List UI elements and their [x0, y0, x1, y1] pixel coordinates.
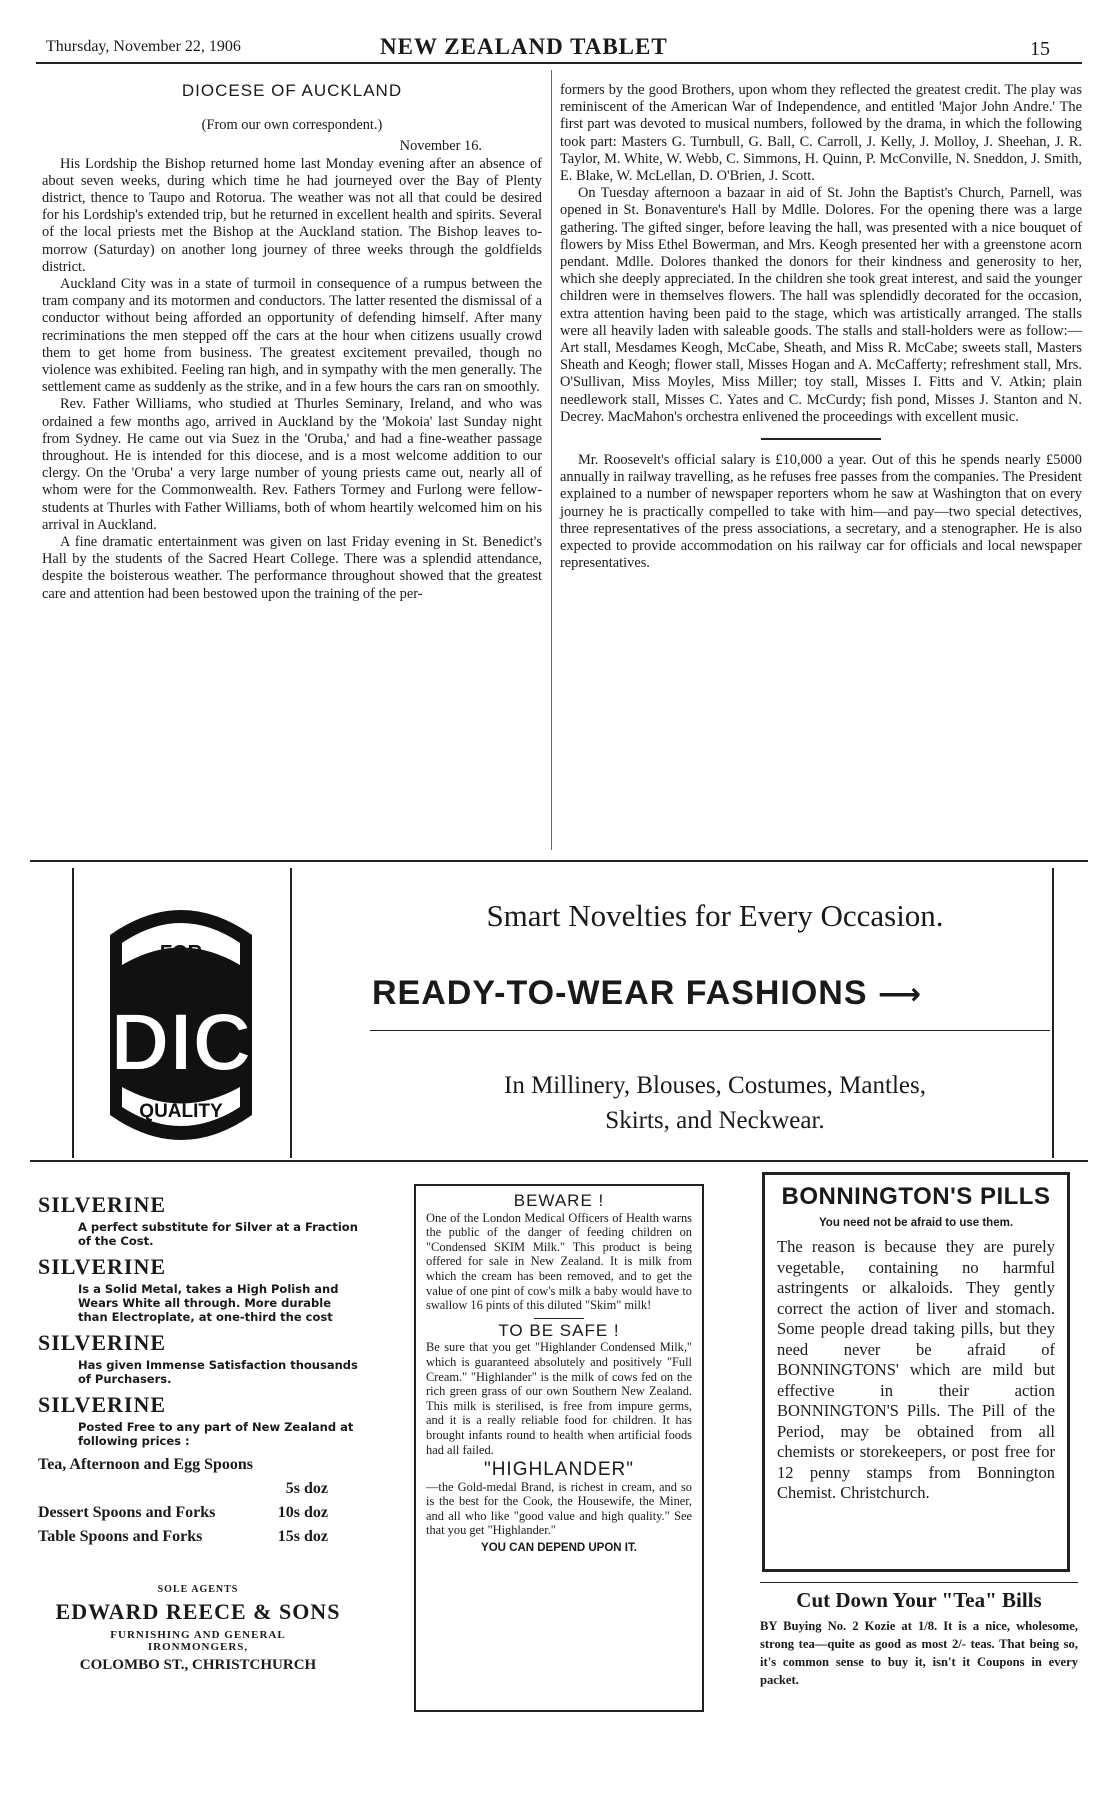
dic-ad-tagline: Smart Novelties for Every Occasion. — [486, 898, 944, 933]
ad-divider — [534, 1318, 584, 1319]
silverine-heading: SILVERINE — [38, 1192, 167, 1217]
header-date: Thursday, November 22, 1906 — [46, 38, 241, 55]
arrow-icon: ⟶ — [877, 978, 922, 1011]
column-divider — [551, 70, 552, 850]
ad-footer: YOU CAN DEPEND UPON IT. — [481, 1542, 637, 1555]
dic-ad-products-line: Skirts, and Neckwear. — [605, 1107, 825, 1134]
dic-logo-main-text: DIC — [110, 997, 252, 1088]
price-row — [38, 1504, 328, 1522]
article-heading: DIOCESE OF AUCKLAND — [181, 81, 403, 100]
dic-logo-top-text: FOR — [159, 942, 203, 964]
beware-text: One of the London Medical Officers of Health warns the public of the danger of feeding children on "Condensed SKIM Milk." This product is being offered for sale in New Zealand. It is milk from which the cream has been removed, and to get the value of one pint of cow's milk a baby would have to swallow 16 pints of this diluted "Skim" milk! — [426, 1210, 692, 1313]
page-number: 15 — [1030, 38, 1050, 60]
safe-heading: TO BE SAFE ! — [498, 1320, 620, 1340]
article-paragraph: Mr. Roosevelt's official salary is £10,000 a year. Out of this he spends nearly £5000 annually in railway travelling, as he refuses free passes from the companies. The President explained to a number of newspaper reporters whom he saw at Washington that on every journey he is practically compelled to take with him—and pay—two special detectives, three representatives of the press associations, a secretary, and a stenographer. He is also expected to provide accommodation on his railway car for officials and local newspaper representatives. — [560, 452, 1082, 572]
article-paragraph: Rev. Father Williams, who studied at Thurles Seminary, Ireland, and who was ordained a few months ago, arrived in Auckland by the 'Mokoia' last Sunday night from Sydney. He came out via Suez in the 'Oruba,' and had a fine-weather passage throughout. He is intended for this diocese, and is a most welcome addition to our clergy. On the 'Oruba' a very large number of young priests came out, nearly all of whom were for the Commonwealth. Rev. Fathers Tormey and Furlong were fellow-students at Thurles with Father Williams, both of whom heartily welcomed him on his arrival in Auckland. — [42, 396, 542, 533]
ad-rule — [760, 1582, 1078, 1583]
safe-text: Be sure that you get "Highlander Condensed Milk," which is guaranteed absolutely and positively "Full Cream." "Highlander" is the milk of cows fed on the rich green grass of our own Southern New Zealand. This milk is sterilised, is free from impure germs, and it is a really reliable food for children. It has brought infants round to health when artificial foods had all failed. — [426, 1340, 692, 1457]
tea-heading: Cut Down Your "Tea" Bills — [796, 1588, 1042, 1612]
article-paragraph: A fine dramatic entertainment was given on last Friday evening in St. Benedict's Hall by the students of the Sacred Heart College. There was a splendid attendance, despite the boisterous weather. The performance throughout showed that the greatest care and attention had been bestowed upon the training of the per- — [42, 534, 542, 602]
bonnington-body: The reason is because they are purely vegetable, containing no harmful astringents or alkaloids. They gently correct the action of liver and stomach. Some people dread taking pills, but they need never be afraid of BONNINGTONS' which are mild but effective in their action BONNINGTON'S Pills. The Pill of the Period, may be obtained from all chemists or storekeepers, or post free for 12 penny stamps from Bonnington Chemist. Christchurch. — [777, 1237, 1055, 1502]
article-byline: (From our own correspondent.) — [201, 117, 383, 134]
price-row — [38, 1528, 328, 1546]
price-item: Table Spoons and Forks — [38, 1528, 203, 1545]
dic-logo — [102, 895, 260, 1155]
article-diocese-auckland — [42, 82, 542, 603]
highlander-ad — [414, 1184, 704, 1712]
agent-company: EDWARD REECE & SONS — [55, 1599, 341, 1624]
price-item: Dessert Spoons and Forks — [38, 1504, 216, 1521]
price-value: 15s doz — [277, 1528, 328, 1545]
masthead-title: NEW ZEALAND TABLET — [380, 34, 668, 59]
bonnington-subheading: You need not be afraid to use them. — [818, 1217, 1014, 1229]
header-rule — [36, 62, 1082, 64]
tea-body: BY Buying No. 2 Kozie at 1/8. It is a nice, wholesome, strong tea—quite as good as most 2/- teas. That being so, it's common sense to buy it, isn't it Coupons in every packet. — [760, 1619, 1078, 1687]
price-value: 5s doz — [285, 1480, 328, 1497]
brand-text: —the Gold-medal Brand, is richest in cream, and so is the best for the Cook, the Housewife, the Miner, and all who like "good value and high quality." See that you get "Highlander." — [426, 1479, 692, 1538]
price-row — [38, 1480, 328, 1498]
dic-ad-headline — [372, 974, 922, 1013]
ad-border-inner — [290, 868, 292, 1158]
dic-ad-products-line: In Millinery, Blouses, Costumes, Mantles, — [504, 1072, 926, 1099]
bonnington-ad — [762, 1172, 1070, 1572]
silverine-heading: SILVERINE — [38, 1330, 167, 1355]
price-intro: Tea, Afternoon and Egg Spoons — [38, 1456, 254, 1473]
silverine-heading: SILVERINE — [38, 1254, 167, 1279]
silverine-blurb: Is a Solid Metal, takes a High Polish and Wears White all through. More durable than Electroplate, at one-third the cost — [78, 1282, 339, 1324]
article-paragraph: On Tuesday afternoon a bazaar in aid of St. John the Baptist's Church, Parnell, was opened in St. Bonaventure's Hall by Mdlle. Dolores. For the opening there was a large gathering. The gifted singer, before leaving the hall, was presented with a nice bouquet of flowers by Miss Ethel Bowerman, and Mrs. Keogh presented her with a greenstone acorn pendant. Mdlle. Dolores thanked the donors for their kindness and generosity to her, which she deeply appreciated. In the children she took great interest, and said the younger children were in themselves flowers. The hall was splendidly decorated for the occasion, extra attention having been paid to the stage, which was artistically arranged. The stalls were all heavily laden with saleable goods. The stalls and stall-holders were as follow:—Art stall, Mesdames Keogh, McCabe, Sheath, and Miss R. McCabe; sweets stall, Masters Sheath and Keogh; flower stall, Misses Hogan and A. McCafferty; refreshment stall, Mrs. O'Sullivan, Miss Moyles, Miss Miller; toy stall, Misses I. Fitts and V. Atkin; plain needlework stall, Misses C. Yates and C. McCurdy; fish pond, Misses J. Stanton and N. Decrey. MacMahon's orchestra enlivened the proceedings with excellent music. — [560, 185, 1082, 425]
silverine-blurb: Has given Immense Satisfaction thousands of Purchasers. — [78, 1358, 358, 1386]
tea-ad — [760, 1588, 1078, 1689]
dic-logo-bottom-text: QUALITY — [139, 1101, 223, 1122]
section-divider — [761, 438, 881, 440]
ad-border-left — [72, 868, 74, 1158]
agent-trade: FURNISHING AND GENERAL — [110, 1629, 286, 1641]
article-paragraph: His Lordship the Bishop returned home last Monday evening after an absence of about seven weeks, during which time he had journeyed over the Bay of Plenty district, thence to Taupo and Rotorua. The weather was not all that could be desired for his Lordship's extended trip, but he returned in excellent health and spirits. Several of the local priests met the Bishop at the Auckland station. The Bishop leaves to-morrow (Saturday) on another long journey of three weeks through the goldfields district. — [42, 155, 542, 275]
sole-agents-label: SOLE AGENTS — [157, 1584, 239, 1595]
silverine-heading: SILVERINE — [38, 1392, 167, 1417]
page-rule — [30, 1160, 1088, 1162]
article-paragraph: formers by the good Brothers, upon whom they reflected the greatest credit. The play was reminiscent of the American War of Independence, and entitled 'Major John Andre.' The first part was devoted to musical numbers, followed by the drama, in which the following took part: Masters G. Turnbull, G. Ball, C. Carroll, J. Kelly, J. Molloy, J. Sheehan, J. R. Taylor, M. White, W. Webb, C. Simmons, H. Quinn, P. McConville, N. Sneddon, J. Smith, E. Blake, W. McLellan, D. O'Brien, J. Scott. — [560, 82, 1082, 185]
agent-address: COLOMBO ST., CHRISTCHURCH — [79, 1657, 317, 1673]
dic-ad-products — [370, 1068, 1060, 1138]
silverine-ad — [38, 1186, 358, 1674]
ad-rule — [370, 1030, 1050, 1031]
brand-heading: "HIGHLANDER" — [483, 1459, 635, 1481]
article-dateline: November 16. — [399, 138, 482, 155]
dic-ad-headline-text: READY-TO-WEAR FASHIONS — [372, 974, 868, 1012]
article-paragraph: Auckland City was in a state of turmoil in consequence of a rumpus between the tram company and its motormen and conductors. The latter resented the dismissal of a conductor without being afforded an opportunity of defending himself. After many recriminations the men stepped off the cars at the hour when citizens usually crowd them to get home from business. The greatest excitement prevailed, though no violence was exhibited. Feeling ran high, and in sympathy with the men generally. The settlement came as suddenly as the strike, and in a few hours the cars ran on smoothly. — [42, 276, 542, 396]
silverine-blurb: Posted Free to any part of New Zealand at following prices : — [78, 1420, 354, 1448]
silverine-blurb: A perfect substitute for Silver at a Fraction of the Cost. — [78, 1220, 358, 1248]
agent-trade: IRONMONGERS, — [147, 1641, 249, 1653]
article-continuation — [560, 82, 1082, 572]
bonnington-heading: BONNINGTON'S PILLS — [781, 1183, 1051, 1210]
page-rule — [30, 860, 1088, 862]
price-value: 10s doz — [277, 1504, 328, 1521]
beware-heading: BEWARE ! — [513, 1191, 605, 1210]
